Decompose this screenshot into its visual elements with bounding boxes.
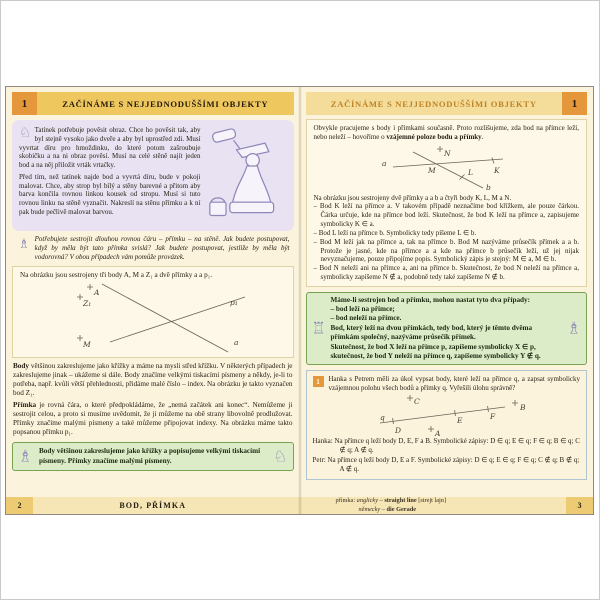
label-point-Z1: Z₁ bbox=[83, 299, 92, 309]
label-point-M2: M bbox=[428, 165, 436, 175]
figure1-caption: Na obrázku jsou sestrojeny tři body A, M a Z₁ a dvě přímky a a p₁. bbox=[20, 271, 213, 280]
dictionary-line-english bbox=[336, 497, 567, 506]
head-icon bbox=[246, 154, 259, 167]
summary-box bbox=[12, 442, 294, 471]
answer-petr bbox=[313, 456, 581, 474]
line-paragraph-lead: Přímka bbox=[13, 401, 37, 410]
painter-illustration-svg bbox=[207, 126, 285, 226]
point-E-tick bbox=[455, 410, 456, 416]
base-icon bbox=[229, 202, 273, 212]
figure-exercise-line-q bbox=[316, 394, 576, 436]
point-A-cross bbox=[87, 284, 93, 290]
intro-bold: vzájemné poloze bodu a přímky bbox=[386, 132, 482, 141]
task-text: Potřebujete sestrojit dlouhou rovnou čáru – přímku – na stěně. Jak budete postupovat, když by měla být tato přímka svislá? Jak budete postupovat, jestliže by měla být vodorovná? V obou případech vám pomůže provázek. bbox=[34, 235, 290, 262]
dict-term: přímka: bbox=[335, 497, 357, 504]
figure-panel-points-lines bbox=[12, 266, 294, 358]
line-paragraph bbox=[13, 401, 293, 437]
intro-post: . bbox=[481, 132, 484, 141]
figure-two-lines-four-points bbox=[316, 144, 576, 192]
points-paragraph-lead: Body bbox=[13, 362, 29, 371]
rule-line-5: Skutečnost, že bod X leží na přímce p, zapíšeme symbolicky X ∈ p, skutečnost, že bod Y neleží na přímce q, zapíšeme symbolicky Y ∉ q. bbox=[330, 342, 541, 360]
chess-knight-icon-right: ♘ bbox=[273, 446, 288, 466]
intro-pre: Obvykle pracujeme s body i přímkami současně. Proto rozlišujeme, zda bod na přímce leží, nebo neleží – hovoříme o bbox=[313, 124, 579, 141]
chapter-title-right: ZAČÍNÁME S NEJJEDNODUŠŠÍMI OBJEKTY bbox=[306, 92, 563, 115]
point-L-tick bbox=[460, 174, 465, 179]
label-point-E: E bbox=[457, 416, 463, 426]
chess-bishop-icon-left: ♗ bbox=[18, 446, 33, 466]
page-number-right: 3 bbox=[566, 497, 593, 514]
line-paragraph-rest: je rovná čára, o které předpokládáme, že „nemá začátek ani konec“. Nemůžeme ji sestrojit celou, a proto si musíme uvědomit, že ji můžeme na obě strany libovolně prodlužovat. Přímky značíme malými písmeny a také můžeme připojovat indexy. Na obrázku máme takto popsanou přímku p₁. bbox=[13, 401, 293, 437]
rule-box bbox=[306, 292, 588, 366]
point-C-cross bbox=[407, 395, 413, 401]
chess-knight-icon: ♘ bbox=[19, 125, 32, 141]
bullet-point-K: – Bod K leží na přímce a. V takovém případě neznačíme bod křížkem, ale pouze čárkou. Čárka určuje, kde na přímce bod leží. Skutečnost, že bod K leží na přímce a, zapisujeme symbolicky K ∈ a. bbox=[313, 202, 579, 229]
task-note bbox=[18, 235, 290, 262]
point-A2-cross bbox=[428, 426, 434, 432]
figure-points-and-lines bbox=[20, 281, 280, 353]
exercise-text: Hanka s Petrem měli za úkol vypsat body, které leží na přímce q, a zapsat symbolicky vzájemnou polohu všech bodů a přímky q. Vyřešili úlohu správně? bbox=[328, 375, 580, 393]
dict-lang-german: německy bbox=[358, 505, 381, 513]
book-spread bbox=[5, 86, 594, 515]
label-point-A2: A bbox=[435, 429, 441, 437]
page-left bbox=[6, 87, 300, 514]
rule-line-4: Bod, který leží na dvou přímkách, tedy bod, který je těmto dvěma přímkám společný, nazýváme průsečík přímek. bbox=[330, 323, 533, 342]
label-line-q: q bbox=[380, 413, 386, 423]
answer-petr-text: Na přímce q leží body D, E a F. Symbolické zápisy: D ∈ q; E ∈ q; F ∈ q; C ∉ q; B ∉ q; A ∉ q. bbox=[325, 456, 580, 474]
story-text bbox=[19, 126, 201, 226]
label-line-p1: p₁ bbox=[230, 298, 238, 308]
footer-chapter-title: BOD, PŘÍMKA bbox=[119, 501, 187, 510]
label-point-A: A bbox=[94, 288, 100, 298]
answer-petr-label: Petr: bbox=[312, 456, 326, 465]
story-panel bbox=[12, 120, 294, 231]
dict-dash-2: – bbox=[380, 505, 387, 513]
label-point-C: C bbox=[414, 397, 420, 407]
point-N-cross bbox=[437, 146, 443, 152]
label-point-B: B bbox=[520, 403, 526, 413]
chapter-title-left: ZAČÍNÁME S NEJJEDNODUŠŠÍMI OBJEKTY bbox=[37, 92, 294, 115]
list-intro: Na obrázku jsou sestrojeny dvě přímky a a b a čtyři body K, L, M a N. bbox=[313, 193, 512, 202]
point-D-tick bbox=[393, 418, 394, 424]
footer-right bbox=[300, 497, 594, 514]
point-K-tick bbox=[492, 157, 494, 163]
rule-line-3: – bod neleží na přímce. bbox=[330, 314, 402, 323]
page-number-left: 2 bbox=[6, 497, 33, 514]
bullet-point-L: – Bod L leží na přímce b. Symbolicky tedy píšeme L ∈ b. bbox=[313, 228, 477, 237]
chapter-header-right bbox=[306, 92, 588, 115]
chess-rook-icon-left: ♖ bbox=[311, 318, 326, 338]
answer-hanka bbox=[313, 437, 581, 455]
label-point-L: L bbox=[468, 167, 474, 177]
dict-phonetic: [strejt lajn] bbox=[416, 497, 447, 504]
exercise-panel bbox=[306, 370, 588, 479]
dict-word-german: die Gerade bbox=[386, 505, 417, 513]
line-a bbox=[102, 284, 228, 352]
exercise-header bbox=[313, 375, 581, 393]
exercise-number-badge: 1 bbox=[313, 376, 324, 387]
rule-line-1: Máme-li sestrojen bod a přímku, mohou nastat tyto dva případy: bbox=[330, 295, 531, 304]
label-line-b: b bbox=[486, 182, 492, 192]
chess-bishop-icon-right: ♗ bbox=[566, 318, 581, 338]
label-line-a: a bbox=[234, 338, 239, 348]
chapter-number-right: 1 bbox=[562, 92, 587, 115]
position-panel bbox=[306, 119, 588, 287]
bullet-point-N: – Bod N neleží ani na přímce a, ani na přímce b. Skutečnost, že bod N neleží na přímce a, symbolicky zapíšeme N ∉ a, podobně tedy také zapíšeme N ∉ b. bbox=[313, 264, 579, 281]
points-paragraph-rest: většinou zakreslujeme jako křížky a máme na mysli střed křížku. V některých případech je zakreslujeme jinak – ukážeme si dále. Body značíme velkými tiskacími písmeny a někdy, je-li to potřeba, např. kvůli větší přehlednosti, přidáme malé číslo – index. Na obrázku je takto vyznačen bod Z₁. bbox=[13, 362, 293, 398]
bucket-handle-icon bbox=[210, 198, 224, 202]
label-line-a2: a bbox=[382, 158, 387, 168]
label-point-D: D bbox=[395, 426, 402, 436]
page-right bbox=[300, 87, 594, 514]
answer-hanka-text: Na přímce q leží body D, E, F a B. Symbolické zápisy: D ∈ q; E ∈ q; F ∈ q; B ∈ q; C ∉ q; A ∉ q. bbox=[332, 437, 580, 455]
point-F-tick bbox=[488, 406, 489, 412]
label-point-F: F bbox=[490, 412, 496, 422]
page-right-content bbox=[300, 87, 594, 514]
chapter-number-left: 1 bbox=[12, 92, 37, 115]
label-point-N: N bbox=[444, 148, 451, 158]
dictionary-line-german bbox=[336, 506, 567, 515]
dict-word-english: straight line bbox=[384, 497, 417, 504]
body-icon bbox=[232, 166, 270, 202]
line-q bbox=[380, 407, 505, 426]
bullet-point-M: – Bod M leží jak na přímce a, tak na přímce b. Bod M nazýváme průsečík přímek a a b. Protože je jasné, kde na přímce a a kde na přímce b průsečík leží, už jej nijak nevyznačujeme, pouze připojíme popis. Symbolický zápis je stejný: M ∈ a, M ∈ b. bbox=[313, 237, 579, 264]
chess-bishop-icon: ♗ bbox=[18, 237, 30, 252]
story-paragraph-2: Před tím, než tatínek najde bod a vyvrtá díru, bude v pokoji malovat. Chce, aby strop byl bílý a stěny barevné a přitom aby barva končila rovnou linkou kousek od stropu. Musí si tuto rovnou linku na stěně vyznačit. Nakreslí na stěnu přímku a k ní pak bude pečlivě malovat barvou. bbox=[19, 172, 201, 216]
intro-paragraph bbox=[314, 124, 580, 142]
painter-illustration bbox=[205, 126, 287, 226]
definitions-block bbox=[13, 362, 293, 437]
paint-roller-icon bbox=[211, 128, 235, 143]
page-left-content bbox=[6, 87, 300, 514]
footer-left bbox=[6, 497, 300, 514]
line-a2 bbox=[393, 159, 503, 167]
rule-line-2: – bod leží na přímce; bbox=[330, 305, 395, 314]
dictionary-note bbox=[300, 497, 567, 514]
point-B-cross bbox=[512, 400, 518, 406]
label-point-M: M bbox=[83, 340, 91, 350]
line-p1 bbox=[110, 297, 245, 342]
chapter-header-left bbox=[12, 92, 294, 115]
story-paragraph-1: Tatínek potřebuje pověsit obraz. Chce ho pověsit tak, aby byl stejně vysoko jako dveře a aby byl uprostřed zdi. Musí vyvrtat díru pro hmoždinku, do které potom zašroubuje skobičku a na ni obraz pověsí. Musí na celé stěně najít jeden bod a na něj přiložit vrták vrtačky. bbox=[19, 126, 201, 169]
dict-lang-english: anglicky bbox=[356, 497, 379, 504]
label-point-K: K bbox=[494, 165, 500, 175]
summary-text: Body většinou zakreslujeme jako křížky a popisujeme velkými tiskacími písmeny. Přímky značíme malými písmeny. bbox=[39, 447, 261, 465]
points-paragraph bbox=[13, 362, 293, 398]
paint-bucket-icon bbox=[209, 202, 225, 215]
answer-hanka-label: Hanka: bbox=[312, 437, 333, 446]
dict-dash-1: – bbox=[378, 497, 385, 504]
